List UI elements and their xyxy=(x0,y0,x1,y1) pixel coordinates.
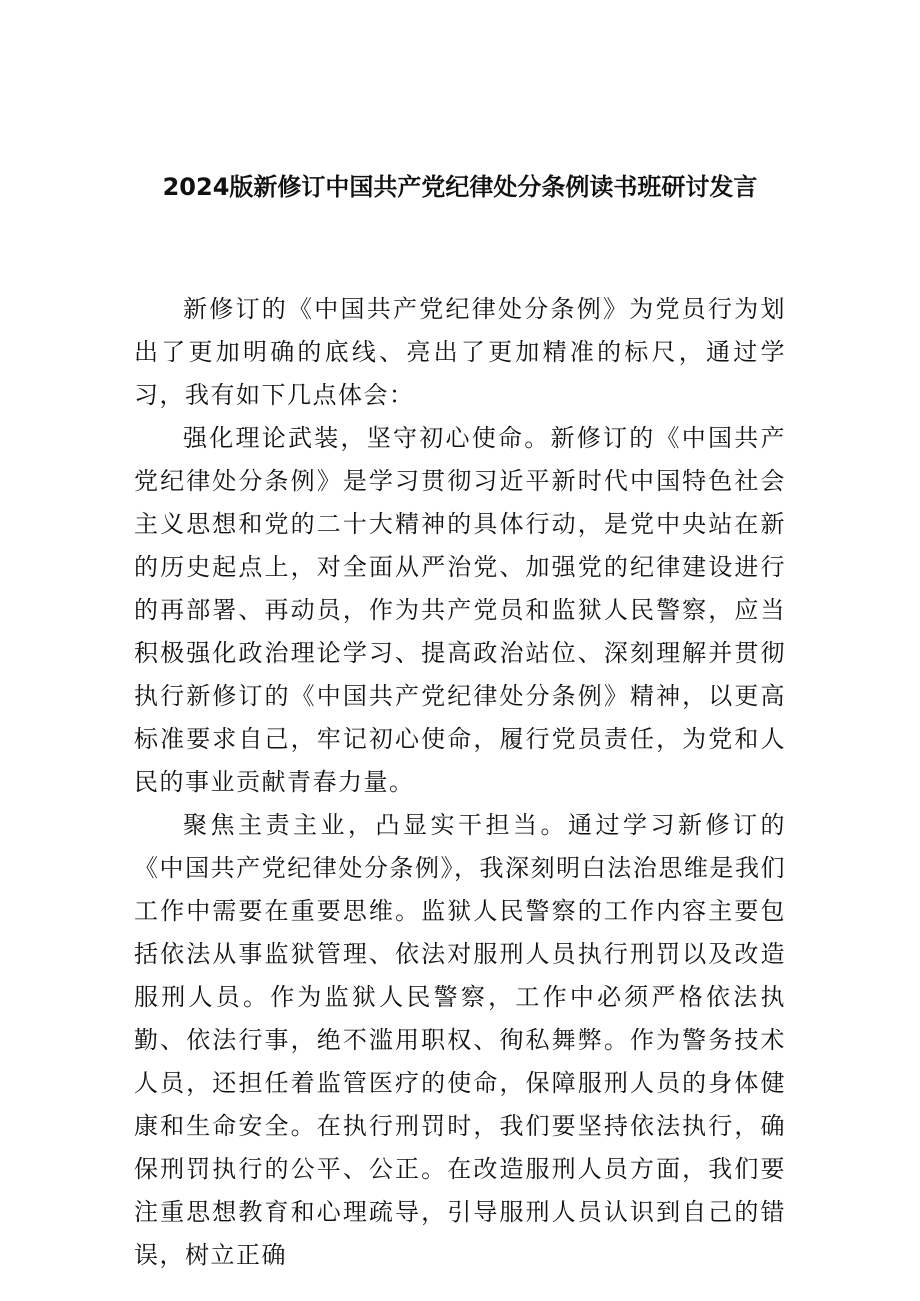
paragraph-intro: 新修订的《中国共产党纪律处分条例》为党员行为划出了更加明确的底线、亮出了更加精准的标尺，通过学习，我有如下几点体会： xyxy=(134,295,786,409)
document-title: 2024版新修订中国共产党纪律处分条例读书班研讨发言 xyxy=(162,173,758,201)
document-body xyxy=(134,288,786,1277)
paragraph-theory: 强化理论武装，坚守初心使命。新修订的《中国共产党纪律处分条例》是学习贯彻习近平新时代中国特色社会主义思想和党的二十大精神的具体行动，是党中央站在新的历史起点上，对全面从严治党、加强党的纪律建设进行的再部署、再动员，作为共产党员和监狱人民警察，应当积极强化政治理论学习、提高政治站位、深刻理解并贯彻执行新修订的《中国共产党纪律处分条例》精神，以更高标准要求自己，牢记初心使命，履行党员责任，为党和人民的事业贡献青春力量。 xyxy=(134,424,786,796)
paragraph-duty: 聚焦主责主业，凸显实干担当。通过学习新修订的《中国共产党纪律处分条例》，我深刻明白法治思维是我们工作中需要在重要思维。监狱人民警察的工作内容主要包括依法从事监狱管理、依法对服刑人员执行刑罚以及改造服刑人员。作为监狱人民警察，工作中必须严格依法执勤、依法行事，绝不滥用职权、徇私舞弊。作为警务技术人员，还担任着监管医疗的使命，保障服刑人员的身体健康和生命安全。在执行刑罚时，我们要坚持依法执行，确保刑罚执行的公平、公正。在改造服刑人员方面，我们要注重思想教育和心理疏导，引导服刑人员认识到自己的错误，树立正确 xyxy=(134,811,786,1269)
